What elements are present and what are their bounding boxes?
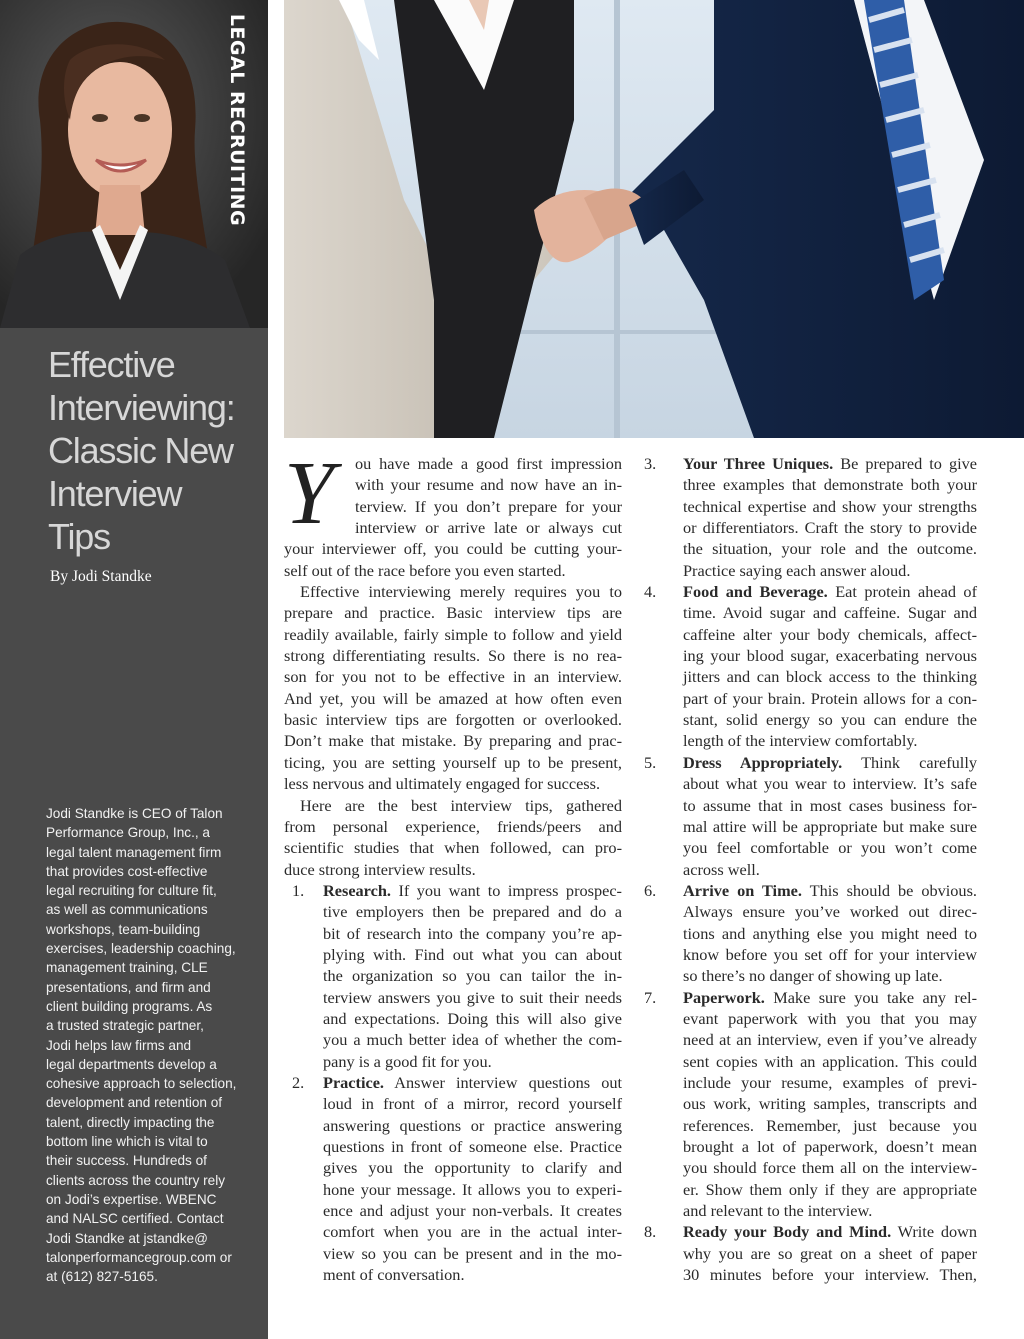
tip-line: plying with. Find out what you can about: [323, 944, 622, 964]
headline-line: Classic New: [48, 430, 233, 471]
tip-line: stant, solid energy so you can endure the: [683, 710, 977, 730]
section-tag: [214, 13, 260, 227]
bio-line: presentations, and firm and: [46, 979, 211, 995]
bio-line: and NALSC certified. Contact: [46, 1211, 224, 1227]
tip-line: ing your blood sugar, exacerbating nervous: [683, 646, 977, 666]
tip-line: need at an interview, even if you’ve already: [683, 1030, 977, 1050]
article-column-2: [644, 453, 977, 1285]
tip-item: [284, 880, 622, 901]
tip-line: the situation, your role and the outcome.: [683, 539, 977, 559]
intro-line: terview. If you don’t prepare for your: [355, 496, 622, 516]
body-line: Don’t make that mistake. By preparing and prac-: [284, 731, 622, 751]
tip-line: you a much better idea of whether the com-: [323, 1030, 622, 1050]
tip-title: Paperwork.: [683, 987, 765, 1007]
tip-text: Think carefully: [861, 752, 977, 772]
tip-line: so there’s no danger of showing up late.: [683, 966, 943, 986]
tip-item: [644, 987, 977, 1008]
tip-number: 5.: [644, 752, 657, 772]
tip-text: This should be obvious.: [809, 880, 977, 900]
tip-line: brought a lot of paperwork, doesn’t mean: [683, 1137, 977, 1156]
tip-line: part of your brain. Protein allows for a con-: [683, 688, 977, 708]
body-line: strong differentiating results. So there is no rea-: [284, 646, 622, 666]
body-line: basic interview tips are forgotten or overlooked.: [284, 710, 622, 730]
sidebar: [0, 0, 268, 1339]
body-line: readily available, fairly simple to follow and yield: [284, 624, 622, 644]
tip-title: Ready your Body and Mind.: [683, 1222, 892, 1242]
bio-line: that provides cost-effective: [46, 863, 208, 879]
tip-line: the organization so you can tailor the in-: [323, 966, 622, 986]
tip-item: [644, 453, 977, 474]
headline-line: Effective: [48, 344, 175, 385]
body-line: Here are the best interview tips, gathered: [300, 795, 622, 815]
intro-line: with your resume and now have an in-: [355, 475, 622, 495]
tip-line: evant paperwork with you that you may: [683, 1008, 977, 1028]
tip-line: include your resume, examples of previ-: [683, 1072, 977, 1092]
tip-title: Your Three Uniques.: [683, 454, 834, 473]
tip-line: caffeine alter your body chemicals, affect-: [683, 624, 977, 644]
headline-line: Interviewing:: [48, 387, 235, 428]
tip-text: Eat protein ahead of: [835, 582, 977, 602]
tip-line: er. Show them only if they are appropriate: [683, 1179, 977, 1199]
bio-line: legal talent management firm: [46, 844, 222, 860]
body-line: son for you not to be effective in an interview.: [284, 667, 622, 687]
tip-line: you should force them all on the interview-: [683, 1158, 977, 1178]
tip-line: ous work, writing samples, transcripts and: [683, 1094, 977, 1114]
bio-line: Jodi Standke at jstandke@: [46, 1230, 208, 1246]
tip-number: 1.: [292, 880, 305, 900]
tip-line: ence and adjust your non-verbals. It creates: [323, 1201, 622, 1221]
hero-image: [284, 0, 1024, 438]
tip-item: [644, 752, 977, 773]
tip-text: Be prepared to give: [840, 454, 977, 473]
tip-text: Write down: [897, 1222, 977, 1242]
tip-title: Arrive on Time.: [683, 880, 802, 900]
tip-line: to assume that in most cases business for-: [683, 795, 977, 815]
bio-line: at (612) 827-5165.: [46, 1269, 158, 1285]
intro-line: interview or arrive late or always cut: [355, 518, 622, 538]
tip-number: 4.: [644, 582, 657, 602]
body-line: ticing, you are setting yourself up to be present,: [284, 752, 622, 772]
body-line: Effective interviewing merely requires you to: [300, 582, 622, 602]
tip-line: why you are so great on a sheet of paper: [683, 1243, 977, 1263]
tip-number: 2.: [292, 1072, 305, 1092]
tip-line: tive employers then be prepared and do a: [323, 902, 622, 922]
bio-line: talent, directly impacting the: [46, 1114, 215, 1130]
tip-item: [644, 581, 977, 602]
article-column-1: [284, 444, 622, 1285]
headline-line: Interview: [48, 473, 182, 514]
tip-text: Make sure you take any rel-: [773, 987, 977, 1007]
tip-line: 30 minutes before your interview. Then,: [683, 1265, 977, 1285]
intro-line: ou have made a good first impression: [355, 454, 622, 473]
tip-line: time. Avoid sugar and caffeine. Sugar and: [683, 603, 977, 623]
body-line: duce strong interview results.: [284, 859, 476, 879]
bio-line: their success. Hundreds of: [46, 1153, 207, 1169]
tip-line: hone your message. It allows you to experi-: [323, 1179, 622, 1199]
tip-line: Always ensure you’ve worked out direc-: [683, 902, 977, 922]
tip-line: you feel comfortable or you won’t come: [683, 838, 977, 858]
tip-line: sent copies with an application. This could: [683, 1051, 977, 1071]
tip-number: 3.: [644, 454, 657, 473]
tip-line: or differentiators. Craft the story to provide: [683, 518, 977, 538]
article-headline: [48, 343, 258, 558]
tip-title: Research.: [323, 880, 391, 900]
handshake-illustration: [284, 0, 1024, 438]
tip-line: ment of conversation.: [323, 1265, 465, 1285]
tip-line: know before you set off for your interview: [683, 944, 977, 964]
bio-line: Jodi Standke is CEO of Talon: [46, 806, 223, 821]
bio-line: client building programs. As: [46, 998, 213, 1014]
bio-line: talonperformancegroup.com or: [46, 1249, 232, 1265]
tip-line: technical expertise and show your strengths: [683, 496, 977, 516]
bio-line: management training, CLE: [46, 960, 208, 976]
tip-line: comfort when you are in the actual inter-: [323, 1222, 622, 1242]
tip-item: [644, 1221, 977, 1242]
bio-line: a trusted strategic partner,: [46, 1018, 204, 1034]
tip-item: [644, 880, 977, 901]
headline-line: Tips: [48, 516, 110, 557]
intro-line: your interviewer off, you could be cutting your-: [284, 539, 622, 559]
section-tag-label: LEGAL RECRUITING: [226, 13, 248, 227]
author-bio: [46, 804, 260, 1286]
bio-line: clients across the country rely: [46, 1172, 226, 1188]
tip-line: across well.: [683, 859, 760, 879]
bio-line: Jodi helps law firms and: [46, 1037, 192, 1053]
tip-line: and expectations. Doing this will also give: [323, 1008, 622, 1028]
body-line: less nervous and ultimately engaged for success.: [284, 774, 601, 794]
bio-line: development and retention of: [46, 1095, 223, 1111]
drop-cap: Y: [284, 444, 335, 543]
tip-title: Practice.: [323, 1072, 385, 1092]
body-line: And yet, you will be amazed at how often even: [284, 688, 622, 708]
bio-line: on Jodi’s expertise. WBENC: [46, 1191, 217, 1207]
byline: By Jodi Standke: [50, 568, 152, 585]
tip-line: jitters and can block access to the thinking: [683, 667, 977, 687]
body-line: scientific studies that when followed, can pro-: [284, 838, 622, 858]
bio-line: Performance Group, Inc., a: [46, 825, 210, 841]
tip-number: 8.: [644, 1222, 657, 1242]
tip-line: tions and anything else you might need to: [683, 923, 977, 943]
tip-line: length of the interview comfortably.: [683, 731, 918, 751]
bio-line: legal departments develop a: [46, 1056, 217, 1072]
tip-number: 7.: [644, 987, 657, 1007]
bio-line: workshops, team-building: [46, 921, 201, 937]
body-line: from personal experience, friends/peers and: [284, 816, 622, 836]
intro-line: self out of the race before you even started.: [284, 560, 566, 580]
tip-title: Food and Beverage.: [683, 582, 828, 602]
tip-title: Dress Appropriately.: [683, 752, 843, 772]
tip-number: 6.: [644, 880, 657, 900]
tip-line: three examples that demonstrate both your: [683, 475, 977, 495]
bio-line: cohesive approach to selection,: [46, 1076, 237, 1092]
tip-item: [284, 1072, 622, 1093]
bio-line: legal recruiting for culture fit,: [46, 883, 217, 899]
tip-line: mal attire will be appropriate but make sure: [683, 816, 977, 836]
tip-line: references. Remember, just because you: [683, 1115, 977, 1135]
tip-line: answering questions or practice answering: [323, 1115, 622, 1135]
tip-line: about what you wear to interview. It’s safe: [683, 774, 977, 794]
tip-line: terview answers you give to suit their needs: [323, 987, 622, 1007]
tip-line: Practice saying each answer aloud.: [683, 560, 911, 580]
tip-line: bit of research into the company you’re ap-: [323, 923, 622, 943]
body-line: prepare and practice. Basic interview tips are: [284, 603, 622, 623]
tip-line: and relevant to the interview.: [683, 1201, 873, 1221]
tip-text: If you want to impress prospec-: [398, 880, 622, 900]
tip-text: Answer interview questions out: [394, 1072, 622, 1092]
tip-line: view so you can be present and in the mo-: [323, 1243, 622, 1263]
bio-line: as well as communications: [46, 902, 208, 918]
bio-line: exercises, leadership coaching,: [46, 941, 236, 957]
tip-line: gives you the opportunity to clarify and: [323, 1158, 622, 1178]
tip-line: loud in front of a mirror, record yourself: [323, 1094, 622, 1114]
tip-line: pany is a good fit for you.: [323, 1051, 492, 1071]
tip-line: questions in front of someone else. Practice: [323, 1137, 622, 1156]
bio-line: bottom line which is vital to: [46, 1134, 208, 1150]
